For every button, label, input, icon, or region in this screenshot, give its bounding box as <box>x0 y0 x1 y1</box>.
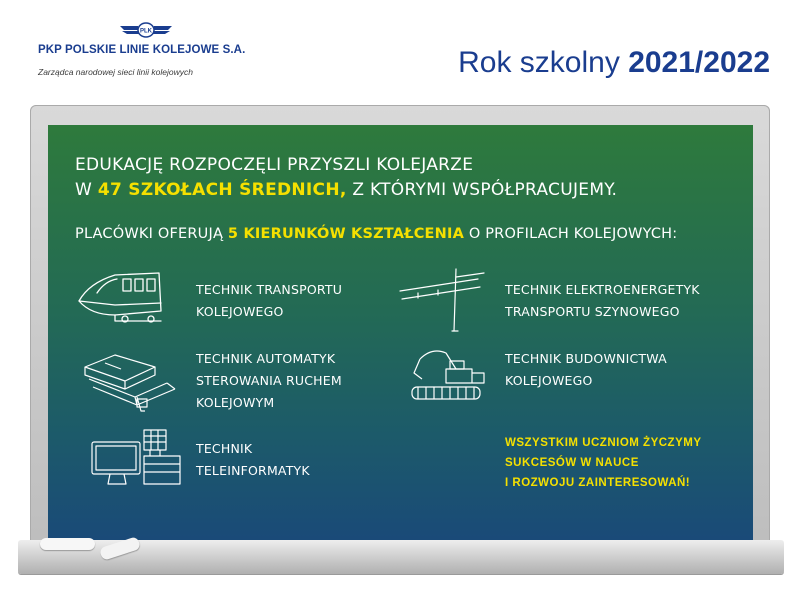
switch-machine-icon <box>75 345 185 420</box>
course-elektroenergetyk <box>505 279 700 323</box>
wish-line-1: WSZYSTKIM UCZNIOM ŻYCZYMY <box>505 437 702 449</box>
headline-line-3-post: O PROFILACH KOLEJOWYCH: <box>468 226 678 242</box>
course-transport-line-1: TECHNIK TRANSPORTU <box>196 282 343 297</box>
course-teleinformatyk-line-1: TECHNIK <box>196 441 253 456</box>
computer-icon <box>88 428 188 493</box>
plk-winged-logo-icon <box>118 18 174 42</box>
course-transport <box>196 279 342 323</box>
course-automatyk <box>196 348 342 414</box>
company-tagline: Zarządca narodowej sieci linii kolejowych <box>38 67 193 77</box>
school-year-value: 2021/2022 <box>628 46 770 79</box>
course-teleinformatyk <box>196 438 310 482</box>
course-automatyk-line-3: KOLEJOWYM <box>196 395 275 410</box>
headline-line-2 <box>75 180 617 200</box>
headline-line-2-pre: W <box>75 180 93 200</box>
courses-count-highlight: 5 KIERUNKÓW KSZTAŁCENIA <box>227 226 464 242</box>
school-year-title <box>458 46 770 80</box>
logo-text: PLK <box>140 28 152 35</box>
headline-line-3-pre: PLACÓWKI OFERUJĄ <box>75 226 224 242</box>
catenary-pole-icon <box>398 265 488 335</box>
schools-count-highlight: 47 SZKOŁACH ŚREDNICH, <box>97 180 347 200</box>
wishes-message <box>505 437 702 497</box>
company-name: PKP POLSKIE LINIE KOLEJOWE S.A. <box>38 44 246 56</box>
course-automatyk-line-1: TECHNIK AUTOMATYK <box>196 351 336 366</box>
course-budownictwo <box>505 348 667 392</box>
train-icon <box>75 267 170 327</box>
course-transport-line-2: KOLEJOWEGO <box>196 304 284 319</box>
headline-line-3 <box>75 226 677 242</box>
chalkboard <box>48 125 753 540</box>
wish-line-2: SUKCESÓW W NAUCE <box>505 457 639 469</box>
course-automatyk-line-2: STEROWANIA RUCHEM <box>196 373 342 388</box>
chalk-piece <box>40 538 95 550</box>
school-year-label: Rok szkolny <box>458 46 620 79</box>
course-budownictwo-line-2: KOLEJOWEGO <box>505 373 593 388</box>
course-teleinformatyk-line-2: TELEINFORMATYK <box>196 463 310 478</box>
headline-line-1: EDUKACJĘ ROZPOCZĘLI PRZYSZLI KOLEJARZE <box>75 155 474 175</box>
excavator-icon <box>406 343 496 408</box>
course-elektroenergetyk-line-2: TRANSPORTU SZYNOWEGO <box>505 304 680 319</box>
course-budownictwo-line-1: TECHNIK BUDOWNICTWA <box>505 351 667 366</box>
course-elektroenergetyk-line-1: TECHNIK ELEKTROENERGETYK <box>505 282 700 297</box>
wish-line-3: I ROZWOJU ZAINTERESOWAŃ! <box>505 477 691 489</box>
headline-line-2-post: Z KTÓRYMI WSPÓŁPRACUJEMY. <box>352 180 618 200</box>
